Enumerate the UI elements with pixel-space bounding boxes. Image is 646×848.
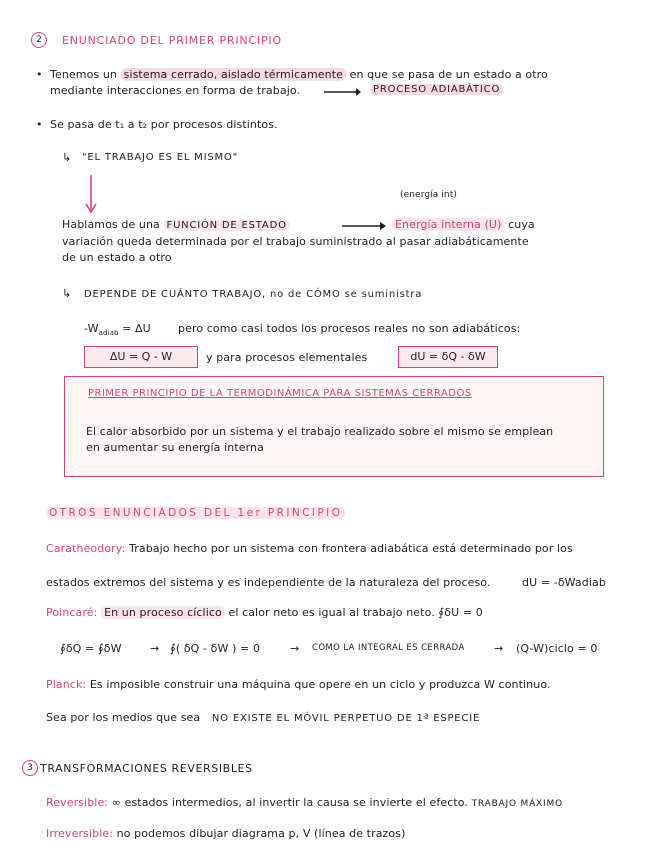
hook-arrow-icon: ↳	[62, 151, 72, 164]
movil-perpetuo-caps: NO EXISTE EL MÓVIL PERPETUO DE 1ª ESPECIE	[211, 713, 481, 724]
formula-box-du: dU = δQ - δW	[398, 346, 498, 368]
w-formula2: = ΔU	[122, 322, 151, 335]
caratheodory-line2: estados extremos del sistema y es independiente de la naturaleza del proceso.	[46, 576, 491, 589]
reversible-text: ∞ estados intermedios, al invertir la causa se invierte el efecto.	[111, 796, 469, 809]
funcion-line1	[62, 218, 290, 231]
planck-name: Planck:	[46, 678, 87, 691]
bullet-dot: •	[36, 118, 43, 131]
final-line	[46, 711, 480, 724]
section-number-2: 2	[31, 32, 47, 48]
poincare-line	[46, 606, 483, 619]
down-arrow-icon	[84, 174, 98, 216]
bullet1-line1-pre: Tenemos un	[50, 68, 117, 81]
trabajo-maximo-caps: TRABAJO MÁXIMO	[471, 799, 563, 809]
proceso-adiabatico-label: PROCESO ADIABÁTICO	[370, 84, 503, 95]
bullet1-line2: mediante interacciones en forma de trabajo.	[50, 84, 301, 97]
principle-box-line2: en aumentar su energía interna	[86, 441, 264, 454]
planck-line	[46, 678, 551, 691]
section-title-primer-principio: ENUNCIADO DEL PRIMER PRINCIPIO	[62, 34, 282, 47]
poincare-text: el calor neto es igual al trabajo neto.	[228, 606, 435, 619]
w-subscript: adiab	[98, 329, 119, 338]
right-arrow-icon: →	[494, 642, 504, 655]
trabajo-mismo-quote: "EL TRABAJO ES EL MISMO"	[82, 152, 238, 163]
formula-box-delta-u: ΔU = Q - W	[84, 346, 198, 368]
funcion-pre: Hablamos de una	[62, 218, 160, 231]
bullet1-line1-post: en que se pasa de un estado a otro	[349, 68, 548, 81]
bullet-dot: •	[36, 68, 43, 81]
energia-interna-highlight: Energía interna (U)	[392, 218, 504, 231]
ciclo-f2: ∮( δQ - δW ) = 0	[170, 642, 261, 655]
planck-text: Es imposible construir una máquina que opere en un ciclo y produzca W continuo.	[89, 678, 551, 691]
section-title-otros-enunciados: OTROS ENUNCIADOS DEL 1er PRINCIPIO	[46, 507, 345, 519]
w-line-text: pero como casi todos los procesos reales no son adiabáticos:	[178, 322, 521, 335]
section-title-transformaciones: TRANSFORMACIONES REVERSIBLES	[40, 762, 253, 775]
caratheodory-text1: Trabajo hecho por un sistema con frontera adiabática está determinado por los	[129, 542, 573, 555]
hook-arrow-icon: ↳	[62, 287, 72, 300]
funcion-line3: de un estado a otro	[62, 251, 172, 264]
irreversible-line	[46, 827, 406, 840]
bullet2-line1: Se pasa de t₁ a t₂ por procesos distintos.	[50, 118, 278, 131]
funcion-line2: variación queda determinada por el trabajo suministrado al pasar adiabáticamente	[62, 235, 529, 248]
right-arrow-icon: →	[150, 642, 160, 655]
bullet1-line1	[50, 68, 548, 81]
funcion-de-estado-highlight: FUNCIÓN DE ESTADO	[164, 220, 290, 231]
caratheodory-name: Caratheodory:	[46, 542, 126, 555]
ciclo-f3: (Q-W)ciclo = 0	[516, 642, 598, 655]
irreversible-name: Irreversible:	[46, 827, 114, 840]
right-arrow-icon: →	[290, 642, 300, 655]
ciclo-f1: ∮δQ = ∮δW	[60, 642, 122, 655]
ciclo-text: COMO LA INTEGRAL ES CERRADA	[312, 643, 465, 653]
energia-interna-line	[392, 218, 535, 231]
irreversible-text: no podemos dibujar diagrama p, V (línea de trazos)	[116, 827, 406, 840]
funcion-post: cuya	[508, 218, 535, 231]
poincare-highlight: En un proceso cíclico	[101, 606, 225, 619]
principle-box-line1: El calor absorbido por un sistema y el trabajo realizado sobre el mismo se emplean	[86, 425, 554, 438]
right-arrow-icon	[340, 220, 388, 232]
reversible-name: Reversible:	[46, 796, 109, 809]
right-arrow-icon	[322, 86, 362, 98]
caratheodory-line1	[46, 542, 573, 555]
final-pre: Sea por los medios que sea	[46, 711, 201, 724]
w-adiab-line	[84, 322, 151, 337]
depende-line: DEPENDE DE CUÁNTO TRABAJO, no de CÓMO se suministra	[84, 289, 423, 300]
w-formula: -W	[84, 322, 99, 335]
reversible-line	[46, 796, 563, 809]
section-number-3: 3	[22, 760, 38, 776]
procesos-elementales-text: y para procesos elementales	[206, 351, 368, 364]
caratheodory-formula: dU = -δWadiab	[522, 576, 606, 589]
poincare-name: Poincaré:	[46, 606, 98, 619]
energia-int-note: (energía int)	[400, 190, 457, 200]
poincare-formula: ∮δU = 0	[438, 606, 483, 619]
bullet1-highlight-sistema: sistema cerrado, aislado térmicamente	[121, 68, 346, 81]
principle-box-title: PRIMER PRINCIPIO DE LA TERMODINÁMICA PARA SISTEMAS CERRADOS	[88, 388, 472, 399]
